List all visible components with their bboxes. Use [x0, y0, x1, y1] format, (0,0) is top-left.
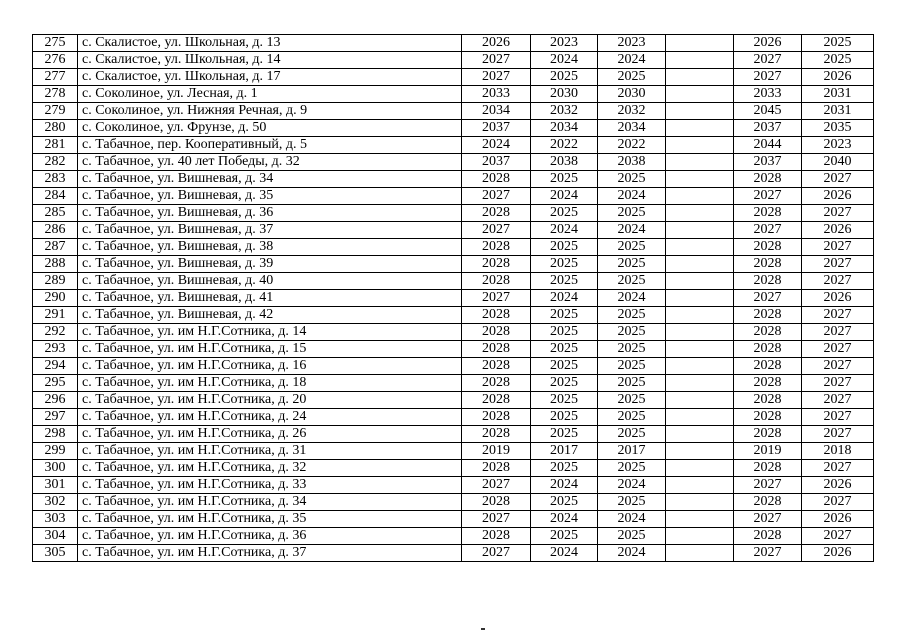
table-row	[33, 409, 874, 426]
year-cell-2: 2025	[531, 494, 598, 511]
year-cell-2: 2025	[531, 239, 598, 256]
table-row	[33, 273, 874, 290]
year-cell-4	[666, 307, 734, 324]
table-row	[33, 392, 874, 409]
address-cell: с. Табачное, ул. им Н.Г.Сотника, д. 36	[78, 528, 462, 545]
year-cell-4	[666, 120, 734, 137]
year-cell-1: 2019	[462, 443, 531, 460]
table-row	[33, 545, 874, 562]
year-cell-3: 2025	[598, 426, 666, 443]
table-row	[33, 494, 874, 511]
row-number-cell: 296	[33, 392, 78, 409]
address-cell: с. Табачное, ул. Вишневая, д. 38	[78, 239, 462, 256]
table-row	[33, 256, 874, 273]
year-cell-5: 2028	[734, 171, 802, 188]
row-number-cell: 287	[33, 239, 78, 256]
address-cell: с. Скалистое, ул. Школьная, д. 17	[78, 69, 462, 86]
year-cell-5: 2027	[734, 545, 802, 562]
year-cell-2: 2024	[531, 290, 598, 307]
row-number-cell: 302	[33, 494, 78, 511]
row-number-cell: 301	[33, 477, 78, 494]
year-cell-2: 2025	[531, 69, 598, 86]
year-cell-4	[666, 375, 734, 392]
address-cell: с. Табачное, ул. им Н.Г.Сотника, д. 16	[78, 358, 462, 375]
table-row	[33, 375, 874, 392]
year-cell-4	[666, 273, 734, 290]
year-cell-6: 2031	[802, 86, 874, 103]
table-row	[33, 154, 874, 171]
year-cell-3: 2038	[598, 154, 666, 171]
year-cell-2: 2022	[531, 137, 598, 154]
row-number-cell: 289	[33, 273, 78, 290]
address-cell: с. Табачное, ул. им Н.Г.Сотника, д. 31	[78, 443, 462, 460]
row-number-cell: 286	[33, 222, 78, 239]
table-row	[33, 205, 874, 222]
year-cell-3: 2025	[598, 392, 666, 409]
year-cell-2: 2024	[531, 188, 598, 205]
year-cell-3: 2025	[598, 409, 666, 426]
year-cell-5: 2045	[734, 103, 802, 120]
year-cell-1: 2034	[462, 103, 531, 120]
year-cell-1: 2027	[462, 511, 531, 528]
year-cell-1: 2028	[462, 426, 531, 443]
year-cell-1: 2027	[462, 545, 531, 562]
year-cell-3: 2024	[598, 511, 666, 528]
address-cell: с. Табачное, ул. им Н.Г.Сотника, д. 14	[78, 324, 462, 341]
address-cell: с. Скалистое, ул. Школьная, д. 14	[78, 52, 462, 69]
year-cell-2: 2025	[531, 460, 598, 477]
year-cell-5: 2026	[734, 35, 802, 52]
address-cell: с. Табачное, ул. им Н.Г.Сотника, д. 20	[78, 392, 462, 409]
year-cell-4	[666, 137, 734, 154]
year-cell-3: 2025	[598, 307, 666, 324]
year-cell-5: 2028	[734, 256, 802, 273]
year-cell-5: 2028	[734, 324, 802, 341]
year-cell-4	[666, 103, 734, 120]
table-row	[33, 324, 874, 341]
row-number-cell: 304	[33, 528, 78, 545]
year-cell-5: 2019	[734, 443, 802, 460]
year-cell-2: 2025	[531, 528, 598, 545]
address-cell: с. Табачное, ул. им Н.Г.Сотника, д. 34	[78, 494, 462, 511]
table-row	[33, 69, 874, 86]
table-row	[33, 120, 874, 137]
year-cell-6: 2027	[802, 494, 874, 511]
year-cell-4	[666, 188, 734, 205]
year-cell-2: 2025	[531, 375, 598, 392]
year-cell-1: 2028	[462, 205, 531, 222]
year-cell-1: 2026	[462, 35, 531, 52]
year-cell-6: 2026	[802, 188, 874, 205]
year-cell-6: 2026	[802, 222, 874, 239]
year-cell-5: 2037	[734, 120, 802, 137]
table-row	[33, 443, 874, 460]
year-cell-4	[666, 341, 734, 358]
row-number-cell: 291	[33, 307, 78, 324]
year-cell-4	[666, 545, 734, 562]
year-cell-3: 2025	[598, 239, 666, 256]
year-cell-2: 2017	[531, 443, 598, 460]
schedule-table	[32, 34, 874, 562]
year-cell-3: 2025	[598, 494, 666, 511]
address-cell: с. Табачное, ул. им Н.Г.Сотника, д. 26	[78, 426, 462, 443]
address-cell: с. Табачное, ул. им Н.Г.Сотника, д. 15	[78, 341, 462, 358]
year-cell-2: 2024	[531, 545, 598, 562]
year-cell-6: 2027	[802, 426, 874, 443]
year-cell-2: 2030	[531, 86, 598, 103]
year-cell-3: 2025	[598, 171, 666, 188]
year-cell-5: 2027	[734, 52, 802, 69]
year-cell-6: 2023	[802, 137, 874, 154]
row-number-cell: 303	[33, 511, 78, 528]
year-cell-3: 2017	[598, 443, 666, 460]
row-number-cell: 288	[33, 256, 78, 273]
table-row	[33, 239, 874, 256]
year-cell-6: 2027	[802, 460, 874, 477]
year-cell-2: 2025	[531, 324, 598, 341]
year-cell-6: 2027	[802, 205, 874, 222]
table-row	[33, 341, 874, 358]
year-cell-2: 2024	[531, 52, 598, 69]
year-cell-3: 2025	[598, 324, 666, 341]
table-row	[33, 171, 874, 188]
address-cell: с. Соколиное, ул. Нижняя Речная, д. 9	[78, 103, 462, 120]
year-cell-6: 2027	[802, 375, 874, 392]
year-cell-4	[666, 511, 734, 528]
year-cell-6: 2040	[802, 154, 874, 171]
address-cell: с. Скалистое, ул. Школьная, д. 13	[78, 35, 462, 52]
address-cell: с. Табачное, ул. им Н.Г.Сотника, д. 37	[78, 545, 462, 562]
year-cell-1: 2033	[462, 86, 531, 103]
row-number-cell: 290	[33, 290, 78, 307]
year-cell-3: 2023	[598, 35, 666, 52]
year-cell-2: 2025	[531, 307, 598, 324]
year-cell-4	[666, 35, 734, 52]
year-cell-5: 2027	[734, 477, 802, 494]
year-cell-5: 2028	[734, 205, 802, 222]
year-cell-1: 2027	[462, 477, 531, 494]
row-number-cell: 284	[33, 188, 78, 205]
year-cell-4	[666, 324, 734, 341]
year-cell-6: 2027	[802, 256, 874, 273]
year-cell-4	[666, 205, 734, 222]
year-cell-4	[666, 409, 734, 426]
year-cell-3: 2025	[598, 341, 666, 358]
address-cell: с. Табачное, пер. Кооперативный, д. 5	[78, 137, 462, 154]
year-cell-2: 2038	[531, 154, 598, 171]
year-cell-3: 2025	[598, 69, 666, 86]
year-cell-2: 2034	[531, 120, 598, 137]
year-cell-1: 2037	[462, 154, 531, 171]
address-cell: с. Табачное, ул. 40 лет Победы, д. 32	[78, 154, 462, 171]
year-cell-1: 2028	[462, 392, 531, 409]
year-cell-5: 2027	[734, 511, 802, 528]
year-cell-4	[666, 256, 734, 273]
scan-artifact	[481, 628, 485, 630]
row-number-cell: 279	[33, 103, 78, 120]
year-cell-3: 2024	[598, 188, 666, 205]
row-number-cell: 277	[33, 69, 78, 86]
year-cell-4	[666, 426, 734, 443]
year-cell-3: 2025	[598, 528, 666, 545]
year-cell-5: 2027	[734, 188, 802, 205]
year-cell-5: 2028	[734, 494, 802, 511]
year-cell-1: 2028	[462, 341, 531, 358]
year-cell-4	[666, 358, 734, 375]
year-cell-1: 2028	[462, 409, 531, 426]
row-number-cell: 294	[33, 358, 78, 375]
address-cell: с. Соколиное, ул. Лесная, д. 1	[78, 86, 462, 103]
address-cell: с. Табачное, ул. Вишневая, д. 42	[78, 307, 462, 324]
year-cell-2: 2024	[531, 222, 598, 239]
year-cell-2: 2025	[531, 171, 598, 188]
year-cell-5: 2028	[734, 358, 802, 375]
year-cell-6: 2018	[802, 443, 874, 460]
year-cell-1: 2028	[462, 494, 531, 511]
table-row	[33, 477, 874, 494]
table-row	[33, 290, 874, 307]
year-cell-3: 2034	[598, 120, 666, 137]
table-body	[33, 35, 874, 562]
year-cell-5: 2033	[734, 86, 802, 103]
year-cell-4	[666, 69, 734, 86]
year-cell-5: 2028	[734, 460, 802, 477]
year-cell-3: 2024	[598, 222, 666, 239]
address-cell: с. Табачное, ул. Вишневая, д. 36	[78, 205, 462, 222]
year-cell-1: 2037	[462, 120, 531, 137]
year-cell-6: 2027	[802, 239, 874, 256]
year-cell-6: 2027	[802, 171, 874, 188]
year-cell-4	[666, 290, 734, 307]
year-cell-6: 2026	[802, 69, 874, 86]
year-cell-4	[666, 171, 734, 188]
year-cell-3: 2024	[598, 545, 666, 562]
year-cell-5: 2027	[734, 222, 802, 239]
year-cell-3: 2022	[598, 137, 666, 154]
address-cell: с. Табачное, ул. Вишневая, д. 34	[78, 171, 462, 188]
table-row	[33, 528, 874, 545]
table-row	[33, 358, 874, 375]
row-number-cell: 276	[33, 52, 78, 69]
year-cell-4	[666, 154, 734, 171]
address-cell: с. Табачное, ул. им Н.Г.Сотника, д. 35	[78, 511, 462, 528]
table-row	[33, 103, 874, 120]
year-cell-2: 2023	[531, 35, 598, 52]
table-row	[33, 222, 874, 239]
year-cell-5: 2028	[734, 528, 802, 545]
table-row	[33, 137, 874, 154]
year-cell-5: 2028	[734, 273, 802, 290]
row-number-cell: 293	[33, 341, 78, 358]
row-number-cell: 275	[33, 35, 78, 52]
year-cell-1: 2027	[462, 52, 531, 69]
year-cell-1: 2028	[462, 171, 531, 188]
year-cell-1: 2028	[462, 460, 531, 477]
row-number-cell: 299	[33, 443, 78, 460]
year-cell-1: 2028	[462, 273, 531, 290]
year-cell-1: 2028	[462, 307, 531, 324]
year-cell-3: 2024	[598, 52, 666, 69]
year-cell-6: 2027	[802, 409, 874, 426]
row-number-cell: 292	[33, 324, 78, 341]
table-row	[33, 86, 874, 103]
address-cell: с. Табачное, ул. им Н.Г.Сотника, д. 18	[78, 375, 462, 392]
year-cell-2: 2025	[531, 273, 598, 290]
year-cell-1: 2027	[462, 188, 531, 205]
year-cell-5: 2027	[734, 290, 802, 307]
row-number-cell: 282	[33, 154, 78, 171]
year-cell-2: 2024	[531, 511, 598, 528]
year-cell-1: 2028	[462, 256, 531, 273]
year-cell-3: 2024	[598, 290, 666, 307]
year-cell-3: 2025	[598, 358, 666, 375]
address-cell: с. Табачное, ул. Вишневая, д. 35	[78, 188, 462, 205]
year-cell-1: 2028	[462, 324, 531, 341]
year-cell-1: 2027	[462, 69, 531, 86]
address-cell: с. Табачное, ул. Вишневая, д. 41	[78, 290, 462, 307]
row-number-cell: 300	[33, 460, 78, 477]
year-cell-3: 2025	[598, 205, 666, 222]
year-cell-2: 2032	[531, 103, 598, 120]
year-cell-6: 2026	[802, 511, 874, 528]
year-cell-4	[666, 528, 734, 545]
year-cell-2: 2025	[531, 358, 598, 375]
year-cell-5: 2044	[734, 137, 802, 154]
address-cell: с. Соколиное, ул. Фрунзе, д. 50	[78, 120, 462, 137]
year-cell-2: 2025	[531, 341, 598, 358]
year-cell-4	[666, 52, 734, 69]
year-cell-4	[666, 460, 734, 477]
year-cell-3: 2025	[598, 256, 666, 273]
address-cell: с. Табачное, ул. Вишневая, д. 40	[78, 273, 462, 290]
row-number-cell: 298	[33, 426, 78, 443]
address-cell: с. Табачное, ул. им Н.Г.Сотника, д. 32	[78, 460, 462, 477]
year-cell-5: 2027	[734, 69, 802, 86]
year-cell-3: 2030	[598, 86, 666, 103]
row-number-cell: 283	[33, 171, 78, 188]
year-cell-3: 2024	[598, 477, 666, 494]
year-cell-2: 2025	[531, 426, 598, 443]
year-cell-6: 2026	[802, 545, 874, 562]
row-number-cell: 297	[33, 409, 78, 426]
address-cell: с. Табачное, ул. Вишневая, д. 39	[78, 256, 462, 273]
year-cell-1: 2027	[462, 222, 531, 239]
year-cell-1: 2028	[462, 375, 531, 392]
row-number-cell: 278	[33, 86, 78, 103]
year-cell-6: 2026	[802, 477, 874, 494]
year-cell-2: 2024	[531, 477, 598, 494]
address-cell: с. Табачное, ул. им Н.Г.Сотника, д. 33	[78, 477, 462, 494]
year-cell-6: 2027	[802, 358, 874, 375]
year-cell-5: 2028	[734, 426, 802, 443]
year-cell-4	[666, 222, 734, 239]
row-number-cell: 295	[33, 375, 78, 392]
row-number-cell: 280	[33, 120, 78, 137]
year-cell-5: 2028	[734, 409, 802, 426]
year-cell-5: 2028	[734, 392, 802, 409]
year-cell-4	[666, 494, 734, 511]
year-cell-6: 2026	[802, 290, 874, 307]
year-cell-6: 2027	[802, 307, 874, 324]
year-cell-6: 2027	[802, 273, 874, 290]
row-number-cell: 305	[33, 545, 78, 562]
year-cell-3: 2025	[598, 460, 666, 477]
year-cell-6: 2027	[802, 324, 874, 341]
year-cell-4	[666, 392, 734, 409]
year-cell-1: 2024	[462, 137, 531, 154]
year-cell-5: 2028	[734, 307, 802, 324]
year-cell-3: 2025	[598, 375, 666, 392]
year-cell-6: 2035	[802, 120, 874, 137]
year-cell-1: 2028	[462, 358, 531, 375]
row-number-cell: 285	[33, 205, 78, 222]
year-cell-5: 2028	[734, 341, 802, 358]
year-cell-5: 2037	[734, 154, 802, 171]
table-row	[33, 307, 874, 324]
table-row	[33, 188, 874, 205]
year-cell-3: 2032	[598, 103, 666, 120]
table-row	[33, 511, 874, 528]
year-cell-6: 2031	[802, 103, 874, 120]
year-cell-1: 2027	[462, 290, 531, 307]
year-cell-2: 2025	[531, 392, 598, 409]
address-cell: с. Табачное, ул. им Н.Г.Сотника, д. 24	[78, 409, 462, 426]
year-cell-6: 2027	[802, 528, 874, 545]
table-row	[33, 52, 874, 69]
year-cell-6: 2027	[802, 341, 874, 358]
year-cell-2: 2025	[531, 256, 598, 273]
table-row	[33, 460, 874, 477]
year-cell-3: 2025	[598, 273, 666, 290]
year-cell-4	[666, 86, 734, 103]
year-cell-6: 2025	[802, 35, 874, 52]
year-cell-1: 2028	[462, 239, 531, 256]
year-cell-5: 2028	[734, 375, 802, 392]
year-cell-4	[666, 477, 734, 494]
year-cell-6: 2025	[802, 52, 874, 69]
row-number-cell: 281	[33, 137, 78, 154]
year-cell-4	[666, 239, 734, 256]
year-cell-4	[666, 443, 734, 460]
table-row	[33, 426, 874, 443]
address-cell: с. Табачное, ул. Вишневая, д. 37	[78, 222, 462, 239]
year-cell-6: 2027	[802, 392, 874, 409]
year-cell-5: 2028	[734, 239, 802, 256]
year-cell-2: 2025	[531, 205, 598, 222]
year-cell-1: 2028	[462, 528, 531, 545]
year-cell-2: 2025	[531, 409, 598, 426]
table-row	[33, 35, 874, 52]
